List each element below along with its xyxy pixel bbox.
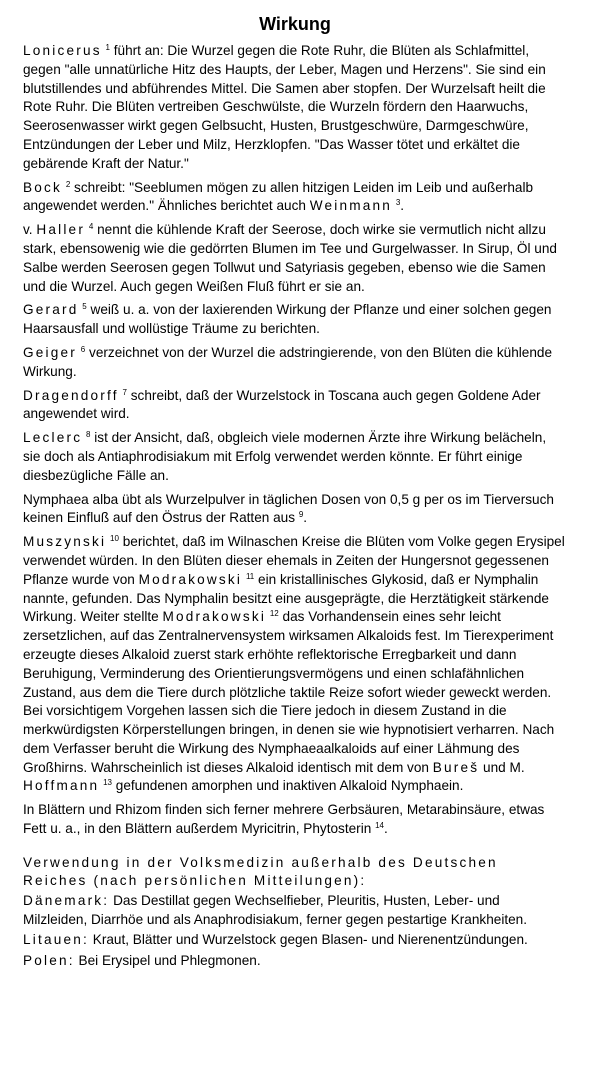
volksmedizin-entries bbox=[23, 892, 567, 971]
text-run: berichtet, daß im Wilnaschen Kreise die Blüten vom Volke gegen Erysipel verwendet würden. In den Blüten dieser ehemals in Zeiten der Hungersnot gegessenen Pflanze wurde von bbox=[23, 534, 565, 587]
author-name: Bureš bbox=[432, 759, 480, 775]
paragraph-nymphaea bbox=[23, 491, 567, 529]
footnote-ref: 4 bbox=[88, 222, 94, 232]
text-run: schreibt, daß der Wurzelstock in Toscana auch gegen Goldene Ader angewendet wird. bbox=[23, 387, 541, 422]
paragraph-haller bbox=[23, 221, 567, 296]
paragraph-blaettern bbox=[23, 801, 567, 839]
author-name: Geiger bbox=[23, 344, 78, 360]
text-run: Nymphaea alba übt als Wurzelpulver in täglichen Dosen von 0,5 g per os im Tierversuch keinen Einfluß auf den Östrus der Ratten aus bbox=[23, 491, 554, 526]
author-name: Bock bbox=[23, 179, 63, 195]
entry-daenemark bbox=[23, 892, 567, 930]
footnote-ref: 14 bbox=[375, 821, 384, 831]
footnote-ref: 1 bbox=[105, 43, 110, 52]
footnote-ref: 7 bbox=[122, 387, 127, 397]
volksmedizin-section bbox=[23, 854, 567, 971]
author-name: Dragendorff bbox=[23, 387, 119, 403]
author-name: Modrakowski bbox=[162, 609, 267, 625]
footnote-ref: 10 bbox=[110, 534, 119, 544]
entry-litauen bbox=[23, 931, 567, 950]
footnote-ref: 13 bbox=[103, 778, 112, 788]
author-name: Haller bbox=[36, 222, 86, 238]
wirkung-section bbox=[23, 42, 567, 839]
text-run: . bbox=[383, 821, 388, 837]
entry-polen bbox=[23, 952, 567, 971]
paragraph-gerard bbox=[23, 301, 567, 339]
text-run: verzeichnet von der Wurzel die adstringierende, von den Blüten die kühlende Wirkung. bbox=[23, 344, 553, 379]
author-name: Leclerc bbox=[23, 430, 83, 446]
text-run: Bei Erysipel und Phlegmonen. bbox=[74, 953, 261, 969]
footnote-ref: 8 bbox=[86, 430, 91, 440]
text-run: führt an: Die Wurzel gegen die Rote Ruhr, die Blüten als Schlafmittel, gegen "alle unnatürliche Hitz des Haupts, der Leber, Magen und Herzens". Sie sind ein blutstillendes und abführendes Mittel. Die Samen aber stopfen. Der Wurzelsaft heilt die Rote Ruhr. Die Blüten vertreiben Geschwülste, die Wurzeln fördern den Haarwuchs, Seerosenwasser wirkt gegen Gelbsucht, Husten, Brustgeschwüre, Darmgeschwüre, Entzündungen der Leber und Milz, Herzklopfen. "Das Wasser tötet und erkältet die gebärende Kraft der Natur." bbox=[23, 43, 546, 171]
text-run: weiß u. a. von der laxierenden Wirkung der Pflanze und einer solchen gegen Haarsausfall und wollüstige Träume zu berichten. bbox=[23, 302, 552, 337]
footnote-ref: 3 bbox=[395, 198, 401, 208]
author-name: Polen: bbox=[23, 953, 75, 969]
author-name: Hoffmann bbox=[23, 778, 100, 794]
paragraph-lonicerus bbox=[23, 42, 567, 174]
volksmedizin-heading: Verwendung in der Volksmedizin außerhalb des Deutschen Reiches (nach persönlichen Mitteilungen): bbox=[23, 854, 498, 888]
footnote-ref: 11 bbox=[245, 571, 255, 581]
author-name: Litauen: bbox=[23, 932, 89, 948]
text-run: Das Destillat gegen Wechselfieber, Pleuritis, Husten, Leber- und Milzleiden, Diarrhöe und als Anaphrodisiakum, ferner gegen pestartige Krankheiten. bbox=[23, 892, 528, 927]
text-run: schreibt: "Seeblumen mögen zu allen hitzigen Leiden im Leib und außerhalb angewendet werden." Ähnliches berichtet auch bbox=[23, 179, 534, 214]
text-run: In Blättern und Rhizom finden sich ferner mehrere Gerbsäuren, Metarabinsäure, etwas Fett u. a., in den Blättern außerdem Myricitrin, Phytosterin bbox=[23, 802, 545, 837]
footnote-ref: 6 bbox=[80, 344, 86, 354]
text-run: v. bbox=[23, 222, 37, 238]
text-run: das Vorhandensein eines sehr leicht zersetzlichen, auf das Zentralnervensystem wirksamen Alkaloids fest. Im Tierexperiment erzeugte dieses Alkaloid zuerst stark erhöhte reflektorische Erregbarkeit und dann Beruhigung, Verminderung des Orientierungsvermögens und einen schlafähnlichen Zustand, aus dem die Tiere durch plötzliche taktile Reize sofort wieder geweckt werden. Bei vorsichtigem Vorgehen lassen sich die Tiere jedoch in diesem Zustand in die merkwürdigsten Körperstellungen bringen, in denen sie wie hypnotisiert verharren. Nach dem Verfasser beruht die Wirkung des Nymphaeaalkaloids auf einer Lähmung des Großhirns. Wahrscheinlich ist dieses Alkaloid identisch mit dem von bbox=[23, 609, 555, 775]
author-name: Gerard bbox=[23, 302, 79, 318]
paragraph-bock bbox=[23, 179, 567, 217]
author-name: Lonicerus bbox=[23, 43, 102, 58]
page-title: Wirkung bbox=[259, 14, 331, 34]
footnote-ref: 12 bbox=[269, 609, 279, 619]
text-run: gefundenen amorphen und inaktiven Alkaloid Nymphaein. bbox=[111, 778, 464, 794]
text-run: und M. bbox=[479, 759, 525, 775]
author-name: Modrakowski bbox=[138, 571, 243, 587]
paragraph-leclerc bbox=[23, 429, 567, 485]
author-name: Muszynski bbox=[23, 534, 107, 550]
author-name: Dänemark: bbox=[23, 892, 110, 908]
author-name: Weinmann bbox=[309, 198, 393, 214]
text-run: . bbox=[400, 198, 405, 214]
text-run: . bbox=[303, 510, 308, 526]
paragraph-dragendorff bbox=[23, 387, 567, 425]
footnote-ref: 9 bbox=[298, 510, 304, 520]
footnote-ref: 2 bbox=[65, 179, 71, 189]
text-run: ein kristallinisches Glykosid, daß er Nymphalin nannte, gefunden. Das Nymphalin besitzt eine ausgeprägte, die Herztätigkeit stärkende Wirkung. Weiter stellte bbox=[23, 571, 549, 625]
paragraph-muszynski bbox=[23, 533, 567, 796]
text-run: Kraut, Blätter und Wurzelstock gegen Blasen- und Nierenentzündungen. bbox=[88, 932, 528, 948]
paragraph-geiger bbox=[23, 344, 567, 382]
footnote-ref: 5 bbox=[82, 302, 87, 312]
text-run: ist der Ansicht, daß, obgleich viele modernen Ärzte ihre Wirkung belächeln, sie doch als Antiaphrodisiakum mit Erfolg verwendet werden könnte. Er führt einige diesbezügliche Fälle an. bbox=[23, 430, 547, 483]
text-run: nennt die kühlende Kraft der Seerose, doch wirke sie vermutlich nicht allzu stark, ebensowenig wie die gedörrten Blumen im Tee und Gurgelwasser. In Sirup, Öl und Salbe werden Seerosen gegen Tollwut und Satyriasis gegeben, ebenso wie die Samen und die Wurzel. Auch gegen Weißen Fluß führt er sie an. bbox=[23, 222, 557, 294]
